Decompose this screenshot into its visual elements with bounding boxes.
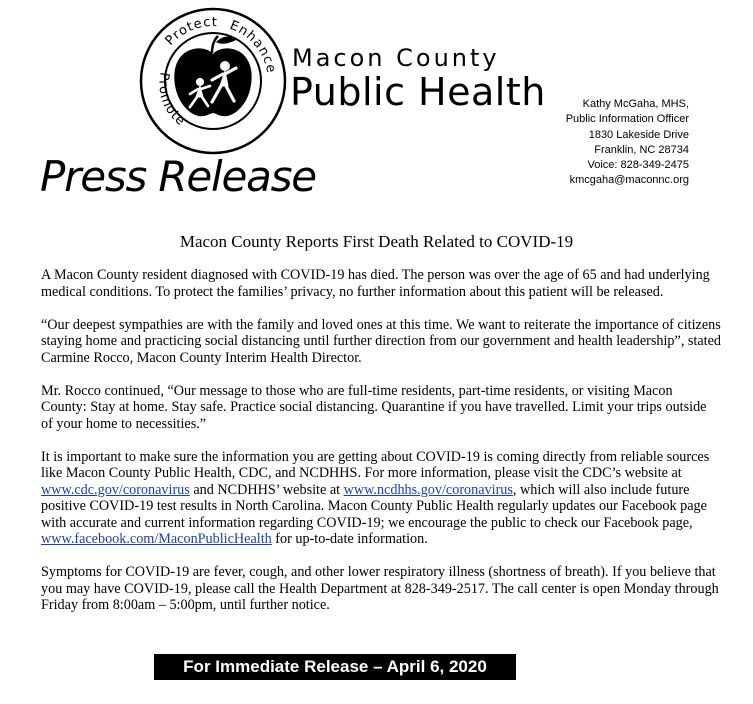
contact-name: Kathy McGaha, MHS,	[582, 98, 689, 110]
contact-street: 1830 Lakeside Drive	[588, 128, 689, 141]
ring-word-enhance: Enhance	[227, 18, 279, 75]
ring-word-protect: Protect	[162, 14, 219, 49]
press-release-title: Press Release	[40, 152, 316, 201]
macon-county-public-health-logo	[138, 6, 288, 156]
paragraph-1: A Macon County resident diagnosed with COVID-19 has died. The person was over the age of 65 and had underlying medical conditions. To protect the families’ privacy, no further information about this patient will be released.	[41, 267, 710, 300]
contact-title: Public Information Officer	[565, 113, 689, 126]
org-name-line1: Macon County	[292, 44, 500, 72]
organization-name	[292, 44, 546, 112]
paragraph-4-text-1: It is important to make sure the information you are getting about COVID-19 is coming directly from reliable sources like Macon County Public Health, CDC, and NCDHHS. For more information, please visit the CDC’s website at	[41, 448, 710, 481]
contact-email: kmcgaha@maconnc.org	[569, 174, 689, 187]
ring-word-promote: Promote	[155, 71, 189, 130]
body-text	[41, 267, 721, 630]
ncdhhs-link[interactable]: www.ncdhhs.gov/coronavirus	[343, 481, 513, 498]
contact-phone: Voice: 828-349-2475	[587, 159, 689, 172]
paragraph-5: Symptoms for COVID-19 are fever, cough, and other lower respiratory illness (shortness of breath). If you believe that you may have COVID-19, please call the Health Department at 828-349-2517. The call center is open Monday through Friday from 8:00am – 5:00pm, until further notice.	[41, 564, 719, 613]
contact-block	[566, 97, 689, 189]
paragraph-4-text-2: and NCDHHS’ website at	[189, 481, 344, 498]
svg-text:Protect	[163, 15, 218, 49]
apple-with-running-people-icon	[138, 6, 288, 156]
release-date-banner: For Immediate Release – April 6, 2020	[154, 654, 516, 680]
paragraph-4-text-4: for up-to-date information.	[271, 531, 428, 547]
paragraph-3: Mr. Rocco continued, “Our message to those who are full-time residents, part-time residents, or visiting Macon County: Stay at home. Stay safe. Practice social distancing. Quarantine if you have travelled. Limit your trips outside of your home to necessities.”	[41, 382, 707, 432]
org-name-line2: Public Health	[290, 70, 546, 114]
contact-city: Franklin, NC 28734	[594, 143, 689, 156]
paragraph-2: “Our deepest sympathies are with the family and loved ones at this time. We want to reiterate the importance of citizens staying home and practicing social distancing until further direction from our government and health leadership”, stated Carmine Rocco, Macon County Interim Health Director.	[41, 316, 722, 366]
facebook-link[interactable]: www.facebook.com/MaconPublicHealth	[41, 531, 272, 547]
headline: Macon County Reports First Death Related to COVID-19	[179, 232, 574, 251]
paragraph-4	[41, 449, 721, 548]
cdc-link[interactable]: www.cdc.gov/coronavirus	[41, 481, 190, 498]
paragraph-4-text-3: , which will also include future positive COVID-19 test results in North Carolina. Macon County Public Health regularly updates our Facebook page with accurate and current information regarding COVID-19; we encourage the public to check our Facebook page,	[41, 481, 707, 531]
